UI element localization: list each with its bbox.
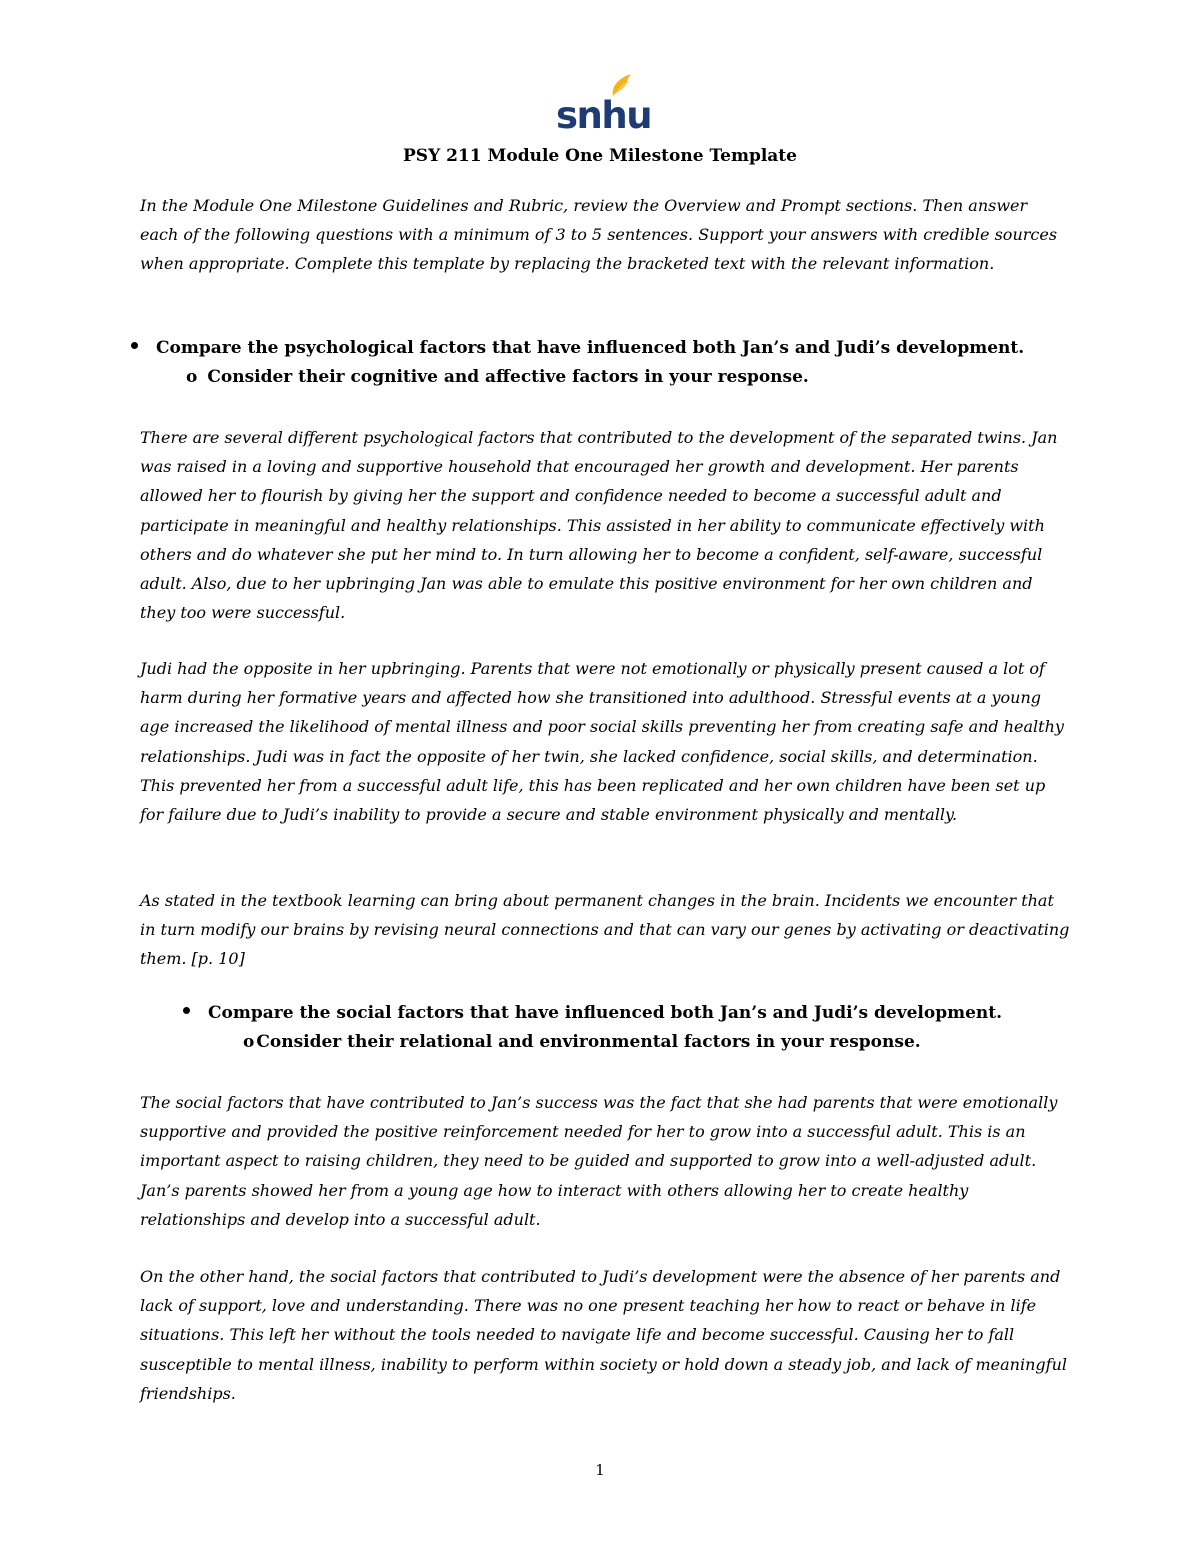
instructions-paragraph [140, 191, 1070, 279]
section1-sub-bullet [186, 363, 809, 391]
section2-sub-text: Consider their relational and environmental factors in your response. [256, 1032, 921, 1052]
section1-bullet-text: Compare the psychological factors that have influenced both Jan’s and Judi’s development. [156, 338, 1025, 358]
section1-sub-text: Consider their cognitive and affective factors in your response. [207, 367, 809, 387]
snhu-logo [555, 72, 652, 137]
bullet-icon [131, 342, 138, 349]
section1-bullet [131, 334, 1024, 362]
section1-paragraph-1-text: There are several different psychological factors that contributed to the development of the separated twins. Jan was raised in a loving and supportive household that encouraged her growth and development. Her parents allowed her to flourish by giving her the support and confidence needed to become a successful adult and participate in meaningful and healthy relationships. This assisted in her ability to communicate effectively with others and do whatever she put her mind to. In turn allowing her to become a confident, self-aware, successful adult. Also, due to her upbringing Jan was able to emulate this positive environment for her own children and they too were successful. [140, 428, 1058, 623]
section1-paragraph-2-text: Judi had the opposite in her upbringing. Parents that were not emotionally or physically present caused a lot of harm during her formative years and affected how she transitioned into adulthood. Stressful events at a young age increased the likelihood of mental illness and poor social skills preventing her from creating safe and healthy relationships. Judi was in fact the opposite of her twin, she lacked confidence, social skills, and determination. This prevented her from a successful adult life, this has been replicated and her own children have been set up for failure due to Judi’s inability to provide a secure and stable environment physically and mentally. [140, 659, 1064, 825]
section2-paragraph-1 [140, 1088, 1070, 1234]
snhu-logo-icon [555, 72, 652, 137]
section1-paragraph-3-text: As stated in the textbook learning can bring about permanent changes in the brain. Incidents we encounter that in turn modify our brains by revising neural connections and that can vary our genes by activating or deactivating them. [p. 10] [140, 891, 1070, 969]
section2-bullet-text: Compare the social factors that have influenced both Jan’s and Judi’s development. [208, 1003, 1003, 1023]
document-title: PSY 211 Module One Milestone Template [403, 146, 797, 166]
instructions-text: In the Module One Milestone Guidelines and Rubric, review the Overview and Prompt sections. Then answer each of the following questions with a minimum of 3 to 5 sentences. Support your answers with credible sources when appropriate. Complete this template by replacing the bracketed text with the relevant information. [140, 196, 1058, 274]
section1-paragraph-2 [140, 654, 1070, 829]
section2-bullet [183, 999, 1002, 1027]
snhu-logo-text: snhu [556, 94, 652, 137]
section2-sub-bullet [243, 1028, 921, 1056]
section2-paragraph-1-text: The social factors that have contributed to Jan’s success was the fact that she had parents that were emotionally supportive and provided the positive reinforcement needed for her to grow into a successful adult. This is an important aspect to raising children, they need to be guided and supported to grow into a well-adjusted adult. Jan’s parents showed her from a young age how to interact with others allowing her to create healthy relationships and develop into a successful adult. [140, 1093, 1058, 1229]
sub-bullet-marker: o [186, 367, 198, 387]
bullet-icon [183, 1007, 190, 1014]
section2-paragraph-2 [140, 1262, 1070, 1408]
section1-paragraph-1 [140, 423, 1070, 627]
section1-paragraph-3 [140, 886, 1070, 974]
page-number: 1 [595, 1461, 605, 1479]
sub-bullet-marker: o [243, 1032, 255, 1052]
section2-paragraph-2-text: On the other hand, the social factors that contributed to Judi’s development were the absence of her parents and lack of support, love and understanding. There was no one present teaching her how to react or behave in life situations. This left her without the tools needed to navigate life and become successful. Causing her to fall susceptible to mental illness, inability to perform within society or hold down a steady job, and lack of meaningful friendships. [140, 1267, 1067, 1403]
